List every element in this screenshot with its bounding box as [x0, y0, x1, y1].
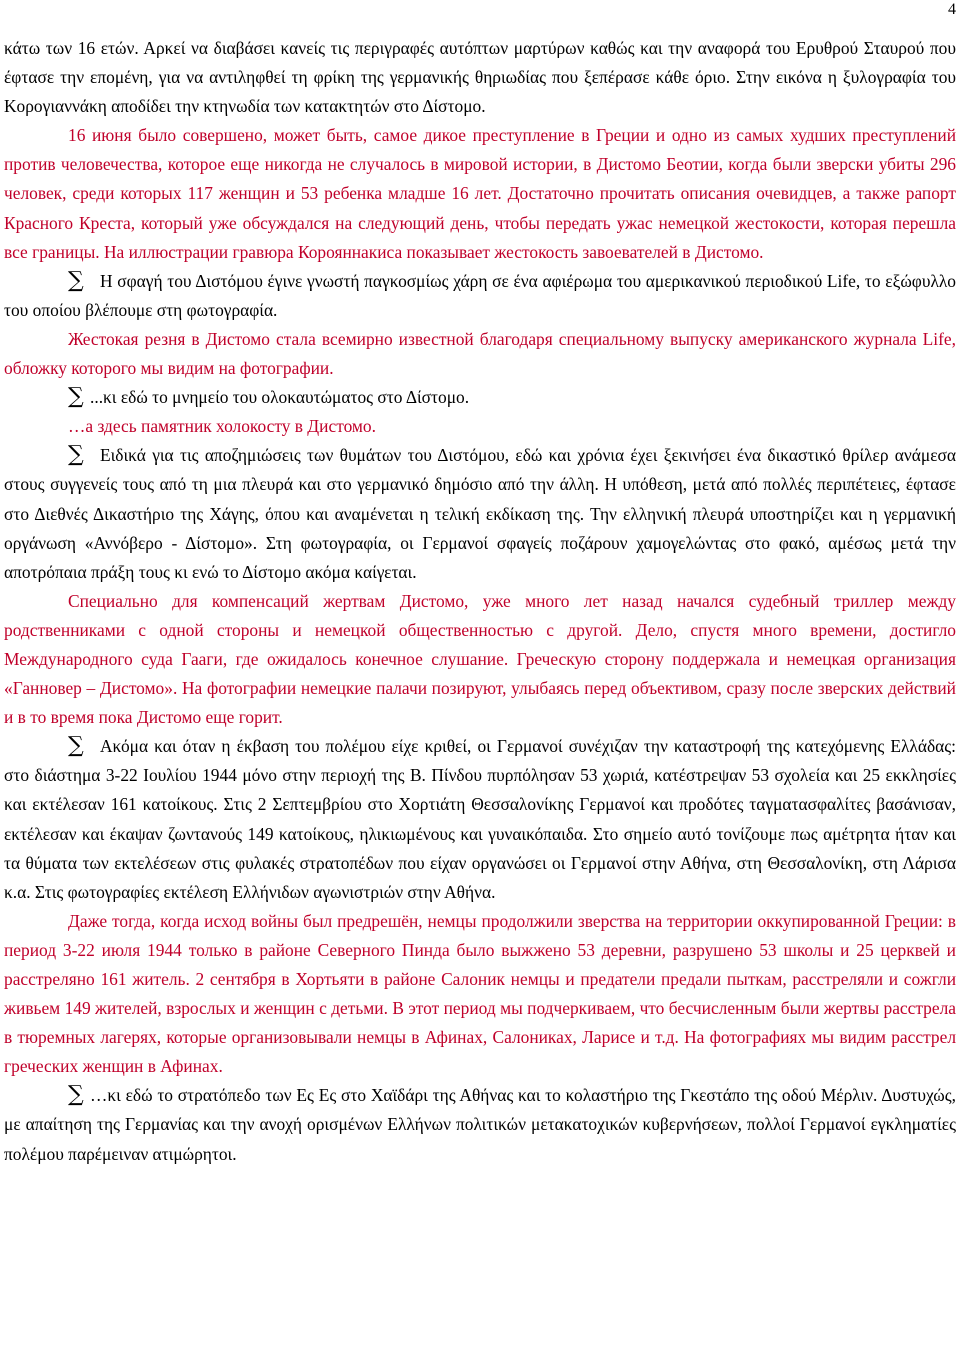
paragraph-greek-memorial: [4, 383, 956, 412]
paragraph-russian-destruction: [4, 907, 956, 1082]
russian-text: Дело, спустя много времени, достигло Международного суда Гааги, где ожидалось конечное слушание. Греческую сторону поддержала и немецкая организация «Ганновер – Дистомо».: [4, 619, 956, 699]
page-number: 4: [948, 1, 956, 18]
russian-text: Специально для компенсаций жертвам Дистомо, уже много лет назад начался судебный триллер между родственниками с одной стороны и немецкой общественностью с другой.: [4, 590, 956, 640]
russian-text: …а здесь памятник холокосту в Дистомо.: [68, 416, 376, 437]
paragraph-greek-compensation: [4, 441, 956, 586]
greek-text: Η σφαγή του Διστόμου έγινε γνωστή παγκοσμίως χάρη σε ένα αφιέρωμα του αμερικανικού περιοδικού Life, το εξώφυλλο του οποίου βλέπουμε στη φωτογραφία.: [4, 270, 956, 320]
paragraph-russian-life-magazine: [4, 325, 956, 383]
sigma-bullet-icon: ∑: [68, 1082, 84, 1108]
sigma-bullet-icon: ∑: [68, 442, 84, 468]
paragraph-russian-memorial: [4, 412, 956, 441]
russian-text: Даже тогда, когда исход войны был предрешён, немцы продолжили зверства на территории оккупированной Греции: в период 3-22 июля 1944 только в районе Северного Пинда было выжжено 53 деревни, разрушено 53 школы и 25 церквей и расстреляно 161 житель.: [4, 910, 956, 989]
sigma-bullet-icon: ∑: [68, 733, 84, 759]
greek-text: …κι εδώ το στρατόπεδο των Ες Ες στο Χαϊδάρι της Αθήνας και το κολαστήριο της Γκεστάπο της οδού Μέρλιν. Δυστυχώς, με απαίτηση της Γερμανίας και την ανοχή ορισμένων Ελλήνων πολιτικών μετακατοχικών κυβερνήσεων, πολλοί Γερμανοί εγκληματίες πολέμου παρέμειναν ατιμώρητοι.: [4, 1085, 956, 1164]
greek-text: Ακόμα και όταν η έκβαση του πολέμου είχε κριθεί, οι Γερμανοί συνέχιζαν την καταστροφή της κατεχόμενης Ελλάδας: στο διάστημα 3-22 Ιουλίου 1944 μόνο στην περιοχή της Β. Πίνδου πυρπόλησαν 53 χωριά, κατέστρεψαν 53 σχολεία και 25 εκκλησίες και εκτέλεσαν 161 κατοίκους. Στις 2 Σεπτεμβρίου στο Χορτιάτη Θεσσαλονίκης Γερμανοί και προδότες ταγματασφαλίτες βασάνισαν, εκτέλεσαν και έκαψαν ζωντανούς 149 κατοίκους, ηλικιωμένους και γυναικόπαιδα. Στο σημείο αυτό τονίζουμε πως αμέτρητα ήταν και τα θύματα των εκτελέσεων στις φυλακές στρατοπέδων που είχαν οργανώσει οι Γερμανοί στην Αθήνα, στη Θεσσαλονίκη, στη Λάρισα κ.α. Στις φωτογραφίες εκτέλεση Ελλήνιδων αγωνιστριών στην Αθήνα.: [4, 736, 956, 902]
paragraph-russian-distomo-intro: [4, 121, 956, 266]
paragraph-greek-life-magazine: [4, 267, 956, 325]
russian-text: Жестокая резня в Дистомо стала всемирно известной благодаря специальному выпуску американского журнала Life, обложку которого мы видим на фотографии.: [4, 328, 956, 379]
greek-text: Ειδικά για τις αποζημιώσεις των θυμάτων του Διστόμου, εδώ και χρόνια έχει ξεκινήσει ένα δικαστικό θρίλερ ανάμεσα στους συγγενείς τους από τη μια πλευρά και στο γερμανικό δημόσιο από την άλλη. Η υπόθεση, μετά από πολλές περιπέτειες, έφτασε στο Διεθνές Δικαστήριο της Χάγης, όπου και αναμένεται η τελική εκδίκαση της. Την ελληνική πλευρά υποστηρίζει και η γερμανική οργάνωση «Αννόβερο - Δίστομο». Στη φωτογραφία, οι Γερμανοί σφαγείς ποζάρουν χαμογελώντας στο φακό, αμέσως μετά την αποτρόπαια πράξη τους κι ενώ το Δίστομο ακόμα καίγεται.: [4, 445, 956, 582]
sigma-bullet-icon: ∑: [68, 267, 84, 293]
paragraph-greek-haidari-camp: [4, 1081, 956, 1168]
document-body: [4, 34, 956, 1169]
paragraph-greek-distomo-intro: κάτω των 16 ετών. Αρκεί να διαβάσει κανείς τις περιγραφές αυτόπτων μαρτύρων καθώς και την αναφορά του Ερυθρού Σταυρού που έφτασε την επομένη, για να αντιληφθεί τη φρίκη της γερμανικής θηριωδίας που ξεπέρασε κάθε όριο. Στην εικόνα η ξυλογραφία του Κορογιαννάκη αποδίδει την κτηνωδία των κατακτητών στο Δίστομο.: [4, 38, 956, 117]
russian-text: На фотографии немецкие палачи позируют, улыбаясь перед объективом, сразу после зверских действий и в то время пока Дистомо еще горит.: [4, 678, 956, 728]
russian-text: 16 июня было совершено, может быть, самое дикое преступление в Греции и одно из самых худших преступлений против человечества, которое еще никогда не случалось в мировой истории, в Дистомо Беотии, когда были зверски убиты 296 человек, среди которых 117 женщин и 53 ребенка младше 16 лет.: [4, 125, 956, 204]
sigma-bullet-icon: ∑: [68, 384, 84, 410]
greek-text: ...κι εδώ το μνημείο του ολοκαυτώματος στο Δίστομο.: [90, 387, 470, 408]
paragraph-greek-destruction: [4, 732, 956, 907]
russian-text: Достаточно прочитать описания очевидцев, а также рапорт Красного Креста, который уже обсуждался на следующий день, чтобы передать ужас немецкой жестокости, которая перешла все границы. На иллюстрации гравюра Корояннакиса показывает жестокость завоевателей в Дистомо.: [4, 183, 956, 262]
russian-text: 2 сентября в Хортьяти в районе Салоник немцы и предатели предали пыткам, расстреляли и сожгли живьем 149 жителей, взрослых и женщин с детьми. В этот период мы подчеркиваем, что бесчисленным были жертвы расстрела в тюремных лагерях, которые организовывали немцы в Афинах, Салониках, Ларисе и т.д. На фотографиях мы видим расстрел греческих женщин в Афинах.: [4, 969, 956, 1077]
paragraph-russian-compensation: [4, 587, 956, 732]
